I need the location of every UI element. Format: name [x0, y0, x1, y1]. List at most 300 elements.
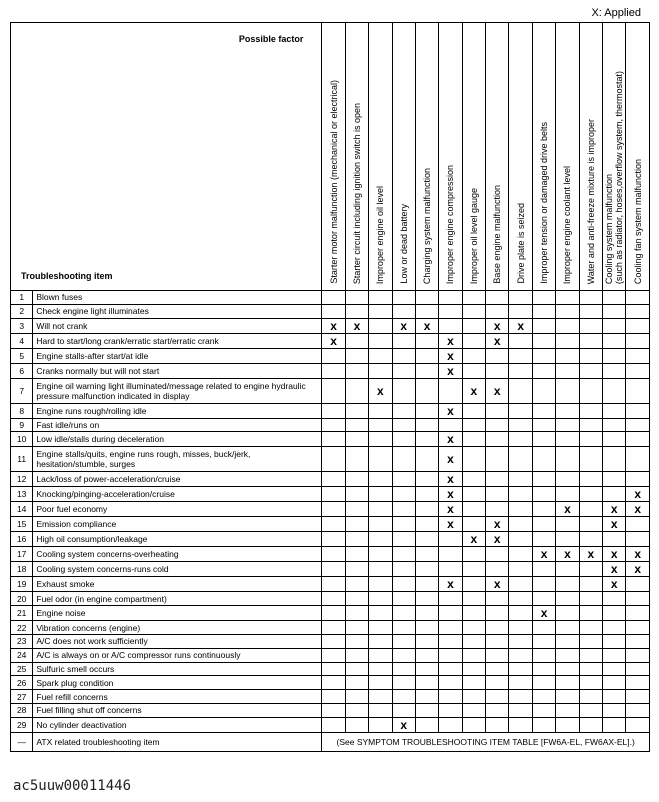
matrix-cell [322, 487, 345, 502]
matrix-cell [392, 532, 415, 547]
matrix-cell [345, 348, 368, 363]
matrix-cell [509, 472, 532, 487]
matrix-cell [369, 333, 392, 348]
row-number: 6 [11, 363, 33, 378]
matrix-cell [462, 690, 485, 704]
matrix-cell [322, 432, 345, 447]
matrix-cell: x [603, 577, 626, 592]
matrix-cell: x [486, 333, 509, 348]
matrix-cell [579, 690, 602, 704]
matrix-cell [626, 662, 650, 676]
matrix-cell [322, 403, 345, 418]
matrix-cell [462, 648, 485, 662]
matrix-cell [462, 547, 485, 562]
matrix-cell [556, 648, 579, 662]
troubleshooting-item: High oil consumption/leakage [33, 532, 322, 547]
troubleshooting-item-label: Troubleshooting item [21, 271, 113, 281]
matrix-cell [392, 348, 415, 363]
matrix-cell [509, 418, 532, 432]
matrix-cell [392, 606, 415, 621]
table-row [11, 291, 650, 305]
matrix-cell [439, 648, 462, 662]
table-row [11, 648, 650, 662]
matrix-cell [486, 304, 509, 318]
matrix-cell [509, 621, 532, 635]
row-number: 2 [11, 304, 33, 318]
matrix-cell [626, 304, 650, 318]
matrix-cell [462, 703, 485, 717]
matrix-cell [532, 634, 555, 648]
matrix-cell [556, 562, 579, 577]
matrix-cell [462, 676, 485, 690]
matrix-cell [462, 304, 485, 318]
matrix-cell [486, 291, 509, 305]
matrix-cell [579, 432, 602, 447]
matrix-cell [369, 403, 392, 418]
matrix-cell [579, 703, 602, 717]
matrix-cell [369, 363, 392, 378]
matrix-cell [369, 577, 392, 592]
matrix-cell [556, 717, 579, 732]
matrix-cell [439, 717, 462, 732]
matrix-cell [415, 717, 438, 732]
matrix-cell [392, 291, 415, 305]
troubleshooting-item: Fast idle/runs on [33, 418, 322, 432]
matrix-cell [322, 621, 345, 635]
row-number: — [11, 732, 33, 751]
table-row [11, 662, 650, 676]
matrix-cell [322, 592, 345, 606]
matrix-cell [532, 348, 555, 363]
troubleshooting-item: Blown fuses [33, 291, 322, 305]
matrix-cell [322, 577, 345, 592]
matrix-cell [532, 592, 555, 606]
atx-row [11, 732, 650, 751]
matrix-cell [415, 487, 438, 502]
matrix-cell [322, 378, 345, 403]
matrix-cell [415, 378, 438, 403]
matrix-cell [626, 363, 650, 378]
matrix-cell [462, 348, 485, 363]
matrix-cell [462, 447, 485, 472]
matrix-cell [345, 703, 368, 717]
matrix-cell [415, 517, 438, 532]
matrix-cell [556, 577, 579, 592]
matrix-cell [322, 304, 345, 318]
matrix-cell [369, 291, 392, 305]
matrix-cell [369, 318, 392, 333]
matrix-cell [392, 432, 415, 447]
matrix-cell [626, 690, 650, 704]
matrix-cell [415, 532, 438, 547]
matrix-cell [532, 662, 555, 676]
matrix-cell [556, 378, 579, 403]
matrix-cell [462, 363, 485, 378]
factor-label: Improper oil level gauge [468, 187, 479, 284]
factor-header [322, 23, 345, 291]
matrix-cell [322, 291, 345, 305]
factor-header [462, 23, 485, 291]
matrix-cell [345, 547, 368, 562]
matrix-cell [486, 348, 509, 363]
matrix-cell: x [322, 318, 345, 333]
matrix-cell [462, 606, 485, 621]
matrix-cell [486, 432, 509, 447]
row-number: 14 [11, 502, 33, 517]
matrix-cell [415, 403, 438, 418]
matrix-cell [532, 378, 555, 403]
matrix-cell: x [462, 532, 485, 547]
matrix-cell [603, 447, 626, 472]
matrix-cell [462, 472, 485, 487]
corner-header [11, 23, 322, 291]
factor-label: Cooling system malfunction (such as radiator, hoses,overflow system, thermostat) [604, 70, 625, 284]
matrix-cell: x [626, 547, 650, 562]
matrix-cell: x [439, 447, 462, 472]
matrix-cell [626, 447, 650, 472]
matrix-cell [392, 592, 415, 606]
matrix-cell [509, 592, 532, 606]
matrix-cell [603, 291, 626, 305]
matrix-cell [509, 703, 532, 717]
matrix-cell [415, 291, 438, 305]
matrix-cell [579, 676, 602, 690]
table-row [11, 676, 650, 690]
matrix-cell [556, 532, 579, 547]
factor-label: Starter motor malfunction (mechanical or electrical) [328, 80, 339, 284]
matrix-cell [509, 676, 532, 690]
matrix-cell [556, 606, 579, 621]
matrix-cell [392, 304, 415, 318]
matrix-cell [579, 577, 602, 592]
matrix-cell [626, 318, 650, 333]
matrix-cell [603, 487, 626, 502]
matrix-cell [556, 662, 579, 676]
matrix-cell [509, 662, 532, 676]
matrix-cell [603, 634, 626, 648]
matrix-cell [462, 517, 485, 532]
matrix-cell [392, 447, 415, 472]
matrix-cell [439, 662, 462, 676]
matrix-cell [345, 592, 368, 606]
matrix-cell [369, 547, 392, 562]
row-number: 18 [11, 562, 33, 577]
matrix-cell: x [369, 378, 392, 403]
matrix-cell [579, 562, 602, 577]
row-number: 25 [11, 662, 33, 676]
matrix-cell [603, 418, 626, 432]
matrix-cell: x [486, 378, 509, 403]
matrix-cell [556, 621, 579, 635]
matrix-cell [486, 502, 509, 517]
matrix-cell [415, 703, 438, 717]
table-row [11, 532, 650, 547]
troubleshooting-item: Fuel refill concerns [33, 690, 322, 704]
matrix-cell [509, 717, 532, 732]
matrix-cell [369, 606, 392, 621]
matrix-cell [603, 648, 626, 662]
matrix-cell [415, 447, 438, 472]
matrix-cell [415, 592, 438, 606]
matrix-cell [626, 676, 650, 690]
matrix-cell [532, 562, 555, 577]
row-number: 19 [11, 577, 33, 592]
possible-factor-label: Possible factor [238, 34, 304, 44]
matrix-cell [486, 562, 509, 577]
troubleshooting-item: Will not crank [33, 318, 322, 333]
matrix-cell: x [439, 363, 462, 378]
factor-label: Drive plate is seized [515, 203, 526, 284]
matrix-cell [556, 517, 579, 532]
matrix-cell [486, 717, 509, 732]
troubleshooting-item: ATX related troubleshooting item [33, 732, 322, 751]
matrix-cell [415, 348, 438, 363]
factor-label: Charging system malfunction [422, 167, 433, 284]
matrix-cell: x [486, 577, 509, 592]
factor-header [369, 23, 392, 291]
matrix-cell [369, 432, 392, 447]
matrix-cell [415, 304, 438, 318]
matrix-cell [392, 517, 415, 532]
row-number: 21 [11, 606, 33, 621]
row-number: 23 [11, 634, 33, 648]
matrix-cell [345, 634, 368, 648]
matrix-cell [579, 403, 602, 418]
matrix-cell [369, 592, 392, 606]
matrix-cell [556, 318, 579, 333]
matrix-cell [369, 717, 392, 732]
matrix-cell: x [603, 517, 626, 532]
factor-label: Water and anti-freeze mixture is improper [585, 118, 596, 284]
matrix-cell [415, 562, 438, 577]
matrix-cell [322, 648, 345, 662]
row-number: 15 [11, 517, 33, 532]
matrix-cell [579, 606, 602, 621]
matrix-cell [626, 517, 650, 532]
matrix-cell [579, 592, 602, 606]
matrix-cell [509, 648, 532, 662]
matrix-cell [532, 333, 555, 348]
matrix-cell [556, 432, 579, 447]
troubleshooting-item: Sulfuric smell occurs [33, 662, 322, 676]
matrix-cell [532, 403, 555, 418]
table-row [11, 432, 650, 447]
matrix-cell [345, 432, 368, 447]
matrix-cell [345, 291, 368, 305]
matrix-cell [556, 472, 579, 487]
row-number: 17 [11, 547, 33, 562]
table-row [11, 403, 650, 418]
figure-code: ac5uuw00011446 [13, 778, 132, 794]
matrix-cell [603, 703, 626, 717]
matrix-cell [626, 403, 650, 418]
matrix-cell [322, 662, 345, 676]
matrix-cell [462, 432, 485, 447]
matrix-cell [603, 592, 626, 606]
matrix-cell [369, 634, 392, 648]
table-row [11, 304, 650, 318]
matrix-cell [579, 291, 602, 305]
row-number: 20 [11, 592, 33, 606]
matrix-cell [626, 378, 650, 403]
matrix-cell [603, 621, 626, 635]
matrix-cell [392, 577, 415, 592]
matrix-cell [392, 662, 415, 676]
factor-label: Starter circuit including ignition switch is open [351, 102, 362, 284]
matrix-cell [345, 577, 368, 592]
factor-label: Improper engine compression [445, 164, 456, 284]
atx-reference-note: (See SYMPTOM TROUBLESHOOTING ITEM TABLE [FW6A-EL, FW6AX-EL].) [322, 732, 650, 751]
troubleshooting-item: Check engine light illuminates [33, 304, 322, 318]
troubleshooting-item: Engine runs rough/rolling idle [33, 403, 322, 418]
matrix-cell [345, 447, 368, 472]
matrix-cell [532, 487, 555, 502]
matrix-cell [626, 348, 650, 363]
matrix-cell: x [626, 562, 650, 577]
matrix-cell [626, 532, 650, 547]
matrix-cell [462, 418, 485, 432]
table-row [11, 703, 650, 717]
matrix-cell [369, 648, 392, 662]
matrix-cell [509, 333, 532, 348]
matrix-cell [556, 418, 579, 432]
matrix-cell [579, 648, 602, 662]
matrix-cell: x [509, 318, 532, 333]
troubleshooting-item: Emission compliance [33, 517, 322, 532]
matrix-cell [579, 318, 602, 333]
matrix-cell: x [486, 517, 509, 532]
matrix-cell [462, 621, 485, 635]
matrix-cell [509, 547, 532, 562]
matrix-cell [509, 690, 532, 704]
matrix-cell [626, 291, 650, 305]
matrix-cell [462, 634, 485, 648]
troubleshooting-item: Low idle/stalls during deceleration [33, 432, 322, 447]
matrix-cell [322, 418, 345, 432]
matrix-cell [322, 517, 345, 532]
matrix-cell [345, 487, 368, 502]
matrix-cell [392, 562, 415, 577]
matrix-cell [579, 517, 602, 532]
matrix-cell [532, 717, 555, 732]
matrix-cell [509, 363, 532, 378]
troubleshooting-item: Knocking/pinging-acceleration/cruise [33, 487, 322, 502]
matrix-cell [345, 472, 368, 487]
matrix-cell [462, 577, 485, 592]
matrix-cell [322, 606, 345, 621]
matrix-cell [369, 447, 392, 472]
matrix-cell: x [603, 562, 626, 577]
matrix-cell [462, 291, 485, 305]
row-number: 7 [11, 378, 33, 403]
table-row [11, 348, 650, 363]
matrix-cell [579, 487, 602, 502]
matrix-cell: x [439, 403, 462, 418]
matrix-cell: x [439, 487, 462, 502]
matrix-cell [509, 502, 532, 517]
matrix-cell [415, 363, 438, 378]
factor-label: Improper engine coolant level [562, 165, 573, 284]
table-row [11, 487, 650, 502]
matrix-cell: x [626, 487, 650, 502]
matrix-cell [603, 717, 626, 732]
matrix-cell [579, 363, 602, 378]
troubleshooting-item: Engine noise [33, 606, 322, 621]
row-number: 4 [11, 333, 33, 348]
matrix-cell [579, 472, 602, 487]
matrix-cell: x [603, 547, 626, 562]
matrix-cell [415, 648, 438, 662]
matrix-cell: x [439, 502, 462, 517]
matrix-cell [603, 403, 626, 418]
matrix-cell [556, 363, 579, 378]
matrix-cell [532, 648, 555, 662]
matrix-cell: x [603, 502, 626, 517]
matrix-cell [486, 676, 509, 690]
matrix-cell [603, 676, 626, 690]
matrix-cell [579, 662, 602, 676]
table-row [11, 363, 650, 378]
matrix-cell [532, 447, 555, 472]
matrix-cell [392, 676, 415, 690]
troubleshooting-item: Fuel filling shut off concerns [33, 703, 322, 717]
matrix-cell [579, 502, 602, 517]
matrix-cell [486, 418, 509, 432]
matrix-cell [369, 676, 392, 690]
matrix-cell [486, 648, 509, 662]
table-row [11, 547, 650, 562]
matrix-cell: x [322, 333, 345, 348]
header-row [11, 23, 650, 291]
matrix-cell [392, 621, 415, 635]
matrix-cell [509, 634, 532, 648]
matrix-cell [603, 472, 626, 487]
matrix-cell: x [392, 318, 415, 333]
matrix-cell: x [439, 577, 462, 592]
matrix-cell [626, 418, 650, 432]
matrix-cell [532, 532, 555, 547]
matrix-cell [345, 333, 368, 348]
factor-header [486, 23, 509, 291]
matrix-cell: x [439, 432, 462, 447]
matrix-cell [462, 487, 485, 502]
matrix-cell [509, 577, 532, 592]
matrix-cell [486, 690, 509, 704]
matrix-cell [345, 717, 368, 732]
matrix-cell [626, 703, 650, 717]
matrix-cell: x [556, 502, 579, 517]
matrix-cell [415, 418, 438, 432]
matrix-cell: x [626, 502, 650, 517]
troubleshooting-item: Cooling system concerns-runs cold [33, 562, 322, 577]
matrix-cell [345, 304, 368, 318]
matrix-cell [415, 432, 438, 447]
matrix-cell [509, 432, 532, 447]
matrix-cell [603, 333, 626, 348]
matrix-cell [439, 532, 462, 547]
matrix-cell [509, 403, 532, 418]
row-number: 27 [11, 690, 33, 704]
row-number: 1 [11, 291, 33, 305]
matrix-cell [509, 532, 532, 547]
matrix-cell [415, 634, 438, 648]
table-row [11, 606, 650, 621]
matrix-cell [415, 621, 438, 635]
matrix-cell [415, 577, 438, 592]
matrix-cell [369, 502, 392, 517]
matrix-cell [415, 676, 438, 690]
table-row [11, 378, 650, 403]
